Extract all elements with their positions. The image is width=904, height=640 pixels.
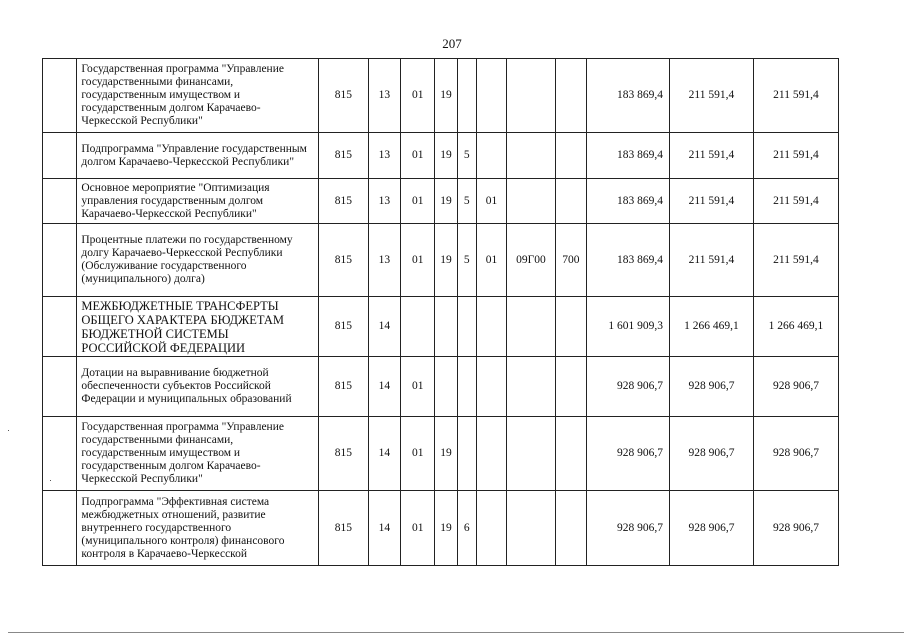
amount-2: 928 906,7: [669, 357, 753, 417]
blank-cell: [43, 224, 77, 297]
table-row: [43, 59, 839, 133]
expense-type-code: [555, 417, 586, 491]
program-code: 19: [435, 224, 457, 297]
amount-1: 183 869,4: [587, 224, 670, 297]
blank-cell: [43, 179, 77, 224]
amount-3: 928 906,7: [753, 491, 838, 566]
table-row: [43, 491, 839, 566]
expense-type-code: [555, 357, 586, 417]
amount-1: 928 906,7: [587, 357, 670, 417]
expense-type-code: [555, 297, 586, 357]
table-row: [43, 357, 839, 417]
blank-cell: [43, 133, 77, 179]
amount-3: 211 591,4: [753, 133, 838, 179]
page-bottom-edge: [8, 632, 904, 633]
subprogram-code: 5: [457, 224, 476, 297]
table-row: [43, 224, 839, 297]
event-code: [476, 297, 506, 357]
row-name: Дотации на выравнивание бюджетной обеспеченности субъектов Российской Федерации и муниципальных образований: [77, 357, 319, 417]
scan-speck: [50, 480, 51, 481]
event-code: [476, 59, 506, 133]
direction-code: [507, 491, 556, 566]
subprogram-code: [457, 417, 476, 491]
amount-1: 183 869,4: [587, 59, 670, 133]
expense-type-code: [555, 59, 586, 133]
scan-speck: [8, 430, 9, 431]
table-row: [43, 179, 839, 224]
amount-2: 211 591,4: [669, 224, 753, 297]
program-code: 19: [435, 59, 457, 133]
row-name: Подпрограмма "Эффективная система межбюджетных отношений, развитие внутреннего государственного (муниципального контроля) финансового контроля в Карачаево-Черкесской: [77, 491, 319, 566]
section-code: 13: [368, 59, 400, 133]
event-code: [476, 491, 506, 566]
amount-1: 1 601 909,3: [587, 297, 670, 357]
ministry-code: 815: [319, 357, 369, 417]
amount-3: 211 591,4: [753, 59, 838, 133]
row-name: Подпрограмма "Управление государственным долгом Карачаево-Черкесской Республики": [77, 133, 319, 179]
event-code: [476, 417, 506, 491]
subprogram-code: 6: [457, 491, 476, 566]
amount-3: 211 591,4: [753, 179, 838, 224]
table-row: [43, 133, 839, 179]
amount-2: 928 906,7: [669, 417, 753, 491]
blank-cell: [43, 297, 77, 357]
ministry-code: 815: [319, 417, 369, 491]
direction-code: [507, 357, 556, 417]
amount-1: 928 906,7: [587, 417, 670, 491]
ministry-code: 815: [319, 179, 369, 224]
amount-2: 211 591,4: [669, 133, 753, 179]
ministry-code: 815: [319, 224, 369, 297]
expense-type-code: [555, 133, 586, 179]
blank-cell: [43, 357, 77, 417]
table-row: [43, 297, 839, 357]
section-code: 14: [368, 297, 400, 357]
subsection-code: 01: [401, 417, 435, 491]
section-code: 14: [368, 357, 400, 417]
subsection-code: 01: [401, 491, 435, 566]
expense-type-code: 700: [555, 224, 586, 297]
subsection-code: 01: [401, 179, 435, 224]
program-code: 19: [435, 417, 457, 491]
amount-2: 211 591,4: [669, 179, 753, 224]
ministry-code: 815: [319, 133, 369, 179]
subprogram-code: 5: [457, 133, 476, 179]
amount-1: 183 869,4: [587, 179, 670, 224]
subprogram-code: [457, 59, 476, 133]
row-name: Государственная программа "Управление государственными финансами, государственным имуществом и государственным долгом Карачаево-Черкесской Республики": [77, 417, 319, 491]
section-code: 14: [368, 491, 400, 566]
subsection-code: 01: [401, 59, 435, 133]
table-row: [43, 417, 839, 491]
event-code: 01: [476, 224, 506, 297]
amount-3: 928 906,7: [753, 417, 838, 491]
event-code: [476, 133, 506, 179]
program-code: [435, 357, 457, 417]
event-code: 01: [476, 179, 506, 224]
amount-3: 1 266 469,1: [753, 297, 838, 357]
direction-code: [507, 59, 556, 133]
subprogram-code: 5: [457, 179, 476, 224]
program-code: [435, 297, 457, 357]
row-name: Основное мероприятие "Оптимизация управления государственным долгом Карачаево-Черкесской Республики": [77, 179, 319, 224]
page-number: 207: [442, 36, 462, 51]
direction-code: [507, 133, 556, 179]
subsection-code: 01: [401, 133, 435, 179]
direction-code: [507, 297, 556, 357]
section-code: 13: [368, 179, 400, 224]
row-name: Государственная программа "Управление государственными финансами, государственным имуществом и государственным долгом Карачаево-Черкесской Республики": [77, 59, 319, 133]
blank-cell: [43, 59, 77, 133]
blank-cell: [43, 491, 77, 566]
ministry-code: 815: [319, 59, 369, 133]
subsection-code: 01: [401, 224, 435, 297]
event-code: [476, 357, 506, 417]
row-name: МЕЖБЮДЖЕТНЫЕ ТРАНСФЕРТЫ ОБЩЕГО ХАРАКТЕРА БЮДЖЕТАМ БЮДЖЕТНОЙ СИСТЕМЫ РОССИЙСКОЙ ФЕДЕРАЦИИ: [77, 297, 319, 357]
direction-code: [507, 179, 556, 224]
amount-2: 1 266 469,1: [669, 297, 753, 357]
amount-2: 928 906,7: [669, 491, 753, 566]
expense-type-code: [555, 179, 586, 224]
amount-3: 211 591,4: [753, 224, 838, 297]
ministry-code: 815: [319, 297, 369, 357]
subsection-code: [401, 297, 435, 357]
amount-1: 928 906,7: [587, 491, 670, 566]
row-name: Процентные платежи по государственному долгу Карачаево-Черкесской Республики (Обслуживание государственного (муниципального) долга): [77, 224, 319, 297]
expense-type-code: [555, 491, 586, 566]
section-code: 13: [368, 224, 400, 297]
direction-code: 09Г00: [507, 224, 556, 297]
amount-3: 928 906,7: [753, 357, 838, 417]
blank-cell: [43, 417, 77, 491]
budget-table: [42, 58, 839, 566]
direction-code: [507, 417, 556, 491]
section-code: 13: [368, 133, 400, 179]
subprogram-code: [457, 297, 476, 357]
subsection-code: 01: [401, 357, 435, 417]
program-code: 19: [435, 179, 457, 224]
subprogram-code: [457, 357, 476, 417]
ministry-code: 815: [319, 491, 369, 566]
amount-2: 211 591,4: [669, 59, 753, 133]
program-code: 19: [435, 133, 457, 179]
section-code: 14: [368, 417, 400, 491]
amount-1: 183 869,4: [587, 133, 670, 179]
program-code: 19: [435, 491, 457, 566]
